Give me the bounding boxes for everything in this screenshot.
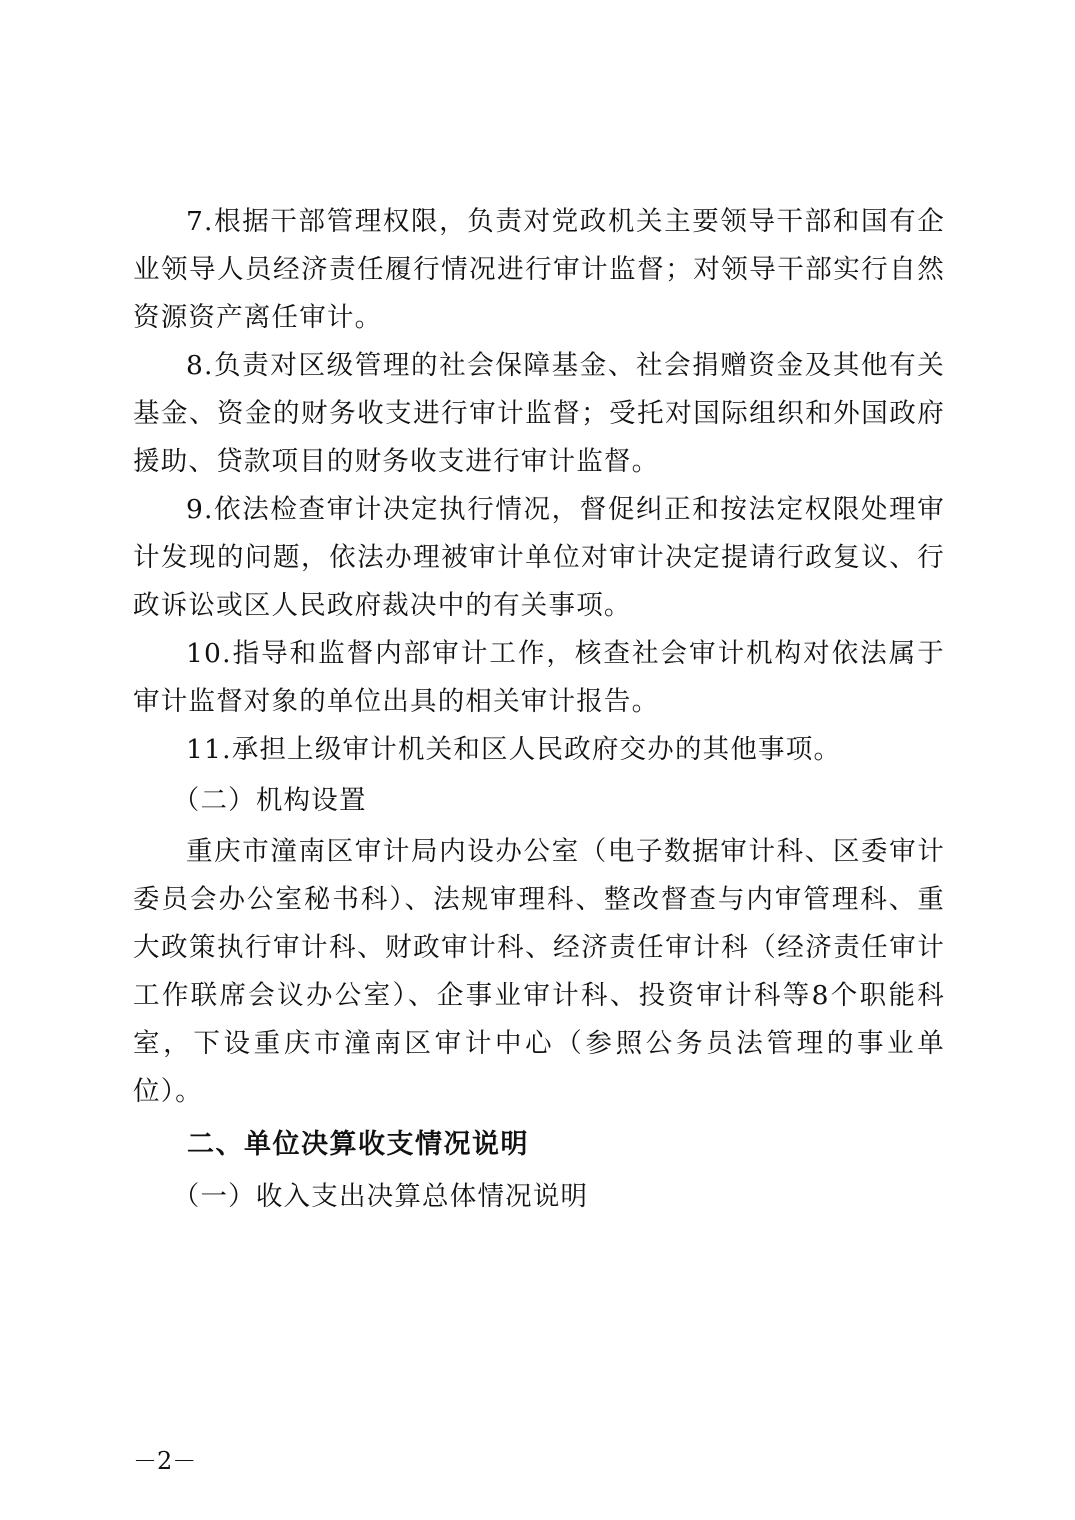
document-body <box>133 198 945 1224</box>
paragraph-item-11: 11.承担上级审计机关和区人民政府交办的其他事项。 <box>186 734 842 765</box>
org-structure-paragraph: 重庆市潼南区审计局内设办公室（电子数据审计科、区委审计委员会办公室秘书科）、法规审理科、整改督查与内审管理科、重大政策执行审计科、财政审计科、经济责任审计科（经济责任审计工作联席会议办公室）、企事业审计科、投资审计科等8个职能科室，下设重庆市潼南区审计中心（参照公务员法管理的事业单位）。 <box>133 836 945 1107</box>
paragraph-item-9: 9.依法检查审计决定执行情况，督促纠正和按法定权限处理审计发现的问题，依法办理被审计单位对审计决定提请行政复议、行政诉讼或区人民政府裁决中的有关事项。 <box>133 494 945 621</box>
paragraph-item-7: 7.根据干部管理权限，负责对党政机关主要领导干部和国有企业领导人员经济责任履行情况进行审计监督；对领导干部实行自然资源资产离任审计。 <box>133 206 945 333</box>
page-number: －2－ <box>133 1447 197 1475</box>
section-two-heading: 二、单位决算收支情况说明 <box>187 1129 529 1160</box>
org-structure-heading: （二）机构设置 <box>172 785 367 816</box>
paragraph-item-8: 8.负责对区级管理的社会保障基金、社会捐赠资金及其他有关基金、资金的财务收支进行审计监督；受托对国际组织和外国政府援助、贷款项目的财务收支进行审计监督。 <box>133 350 945 477</box>
income-expenditure-subheading: （一）收入支出决算总体情况说明 <box>172 1181 589 1212</box>
paragraph-item-10: 10.指导和监督内部审计工作，核查社会审计机构对依法属于审计监督对象的单位出具的相关审计报告。 <box>133 638 945 717</box>
